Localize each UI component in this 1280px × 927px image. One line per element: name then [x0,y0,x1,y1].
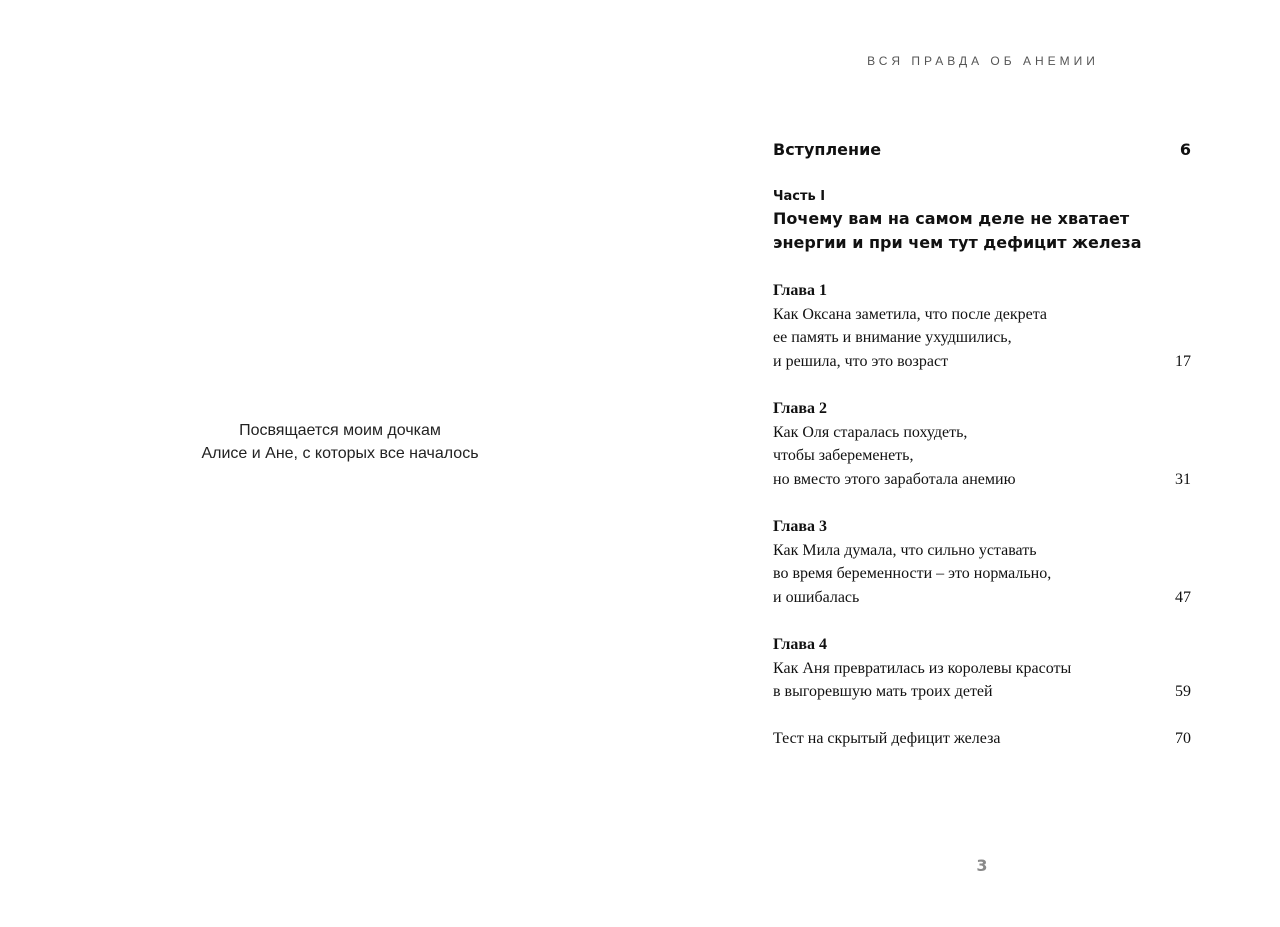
chapter-title-line: Как Аня превратилась из королевы красоты [773,659,1072,677]
toc-entry-intro [773,139,1191,161]
chapter-label: Глава 1 [773,282,827,299]
part-label: Часть I [773,189,826,204]
part-title [773,207,1191,255]
part-title-line: энергии и при чем тут дефицит железа [773,233,1142,252]
toc-page-number: 59 [1175,683,1191,700]
toc-page-number: 17 [1175,352,1191,370]
chapter-title-line: и ошибалась [773,588,860,606]
chapter-title-line: чтобы забеременеть, [773,447,914,464]
toc-entry-title: Тест на скрытый дефицит железа [773,729,1001,747]
chapter-title [773,421,1191,492]
chapter-title-line: в выгоревшую мать троих детей [773,683,993,700]
toc-chapter-4 [773,633,1191,704]
dedication [130,419,550,465]
table-of-contents [773,139,1191,750]
chapter-title [773,303,1191,374]
toc-chapter-2 [773,397,1191,491]
chapter-title-line: но вместо этого заработала анемию [773,470,1016,488]
part-title-line: Почему вам на самом деле не хватает [773,209,1130,228]
dedication-line: Алисе и Ане, с которых все началось [201,445,479,462]
chapter-title [773,539,1191,610]
chapter-title-line: и решила, что это возраст [773,352,949,370]
toc-page-number: 6 [1179,140,1191,159]
toc-part [773,188,1191,255]
chapter-title-line: во время беременности – это нормально, [773,565,1052,582]
chapter-title-line: Как Мила думала, что сильно уставать [773,541,1037,559]
chapter-title-line: ее память и внимание ухудшились, [773,329,1012,346]
toc-page-number: 47 [1175,588,1191,606]
chapter-title-line: Как Оля старалась похудеть, [773,423,968,441]
toc-chapter-3 [773,515,1191,609]
chapter-label: Глава 3 [773,518,827,535]
running-head: ВСЯ ПРАВДА ОБ АНЕМИИ [867,54,1099,68]
chapter-label: Глава 4 [773,636,827,653]
toc-entry-title: Вступление [773,140,882,159]
page-number-folio: 3 [976,856,988,875]
chapter-title-line: Как Оксана заметила, что после декрета [773,305,1047,323]
dedication-line: Посвящается моим дочкам [239,422,441,439]
toc-entry-test [773,727,1191,751]
toc-page-number: 70 [1175,729,1191,747]
chapter-label: Глава 2 [773,400,827,417]
toc-chapter-1 [773,279,1191,373]
toc-page-number: 31 [1175,470,1191,488]
chapter-title [773,657,1191,704]
